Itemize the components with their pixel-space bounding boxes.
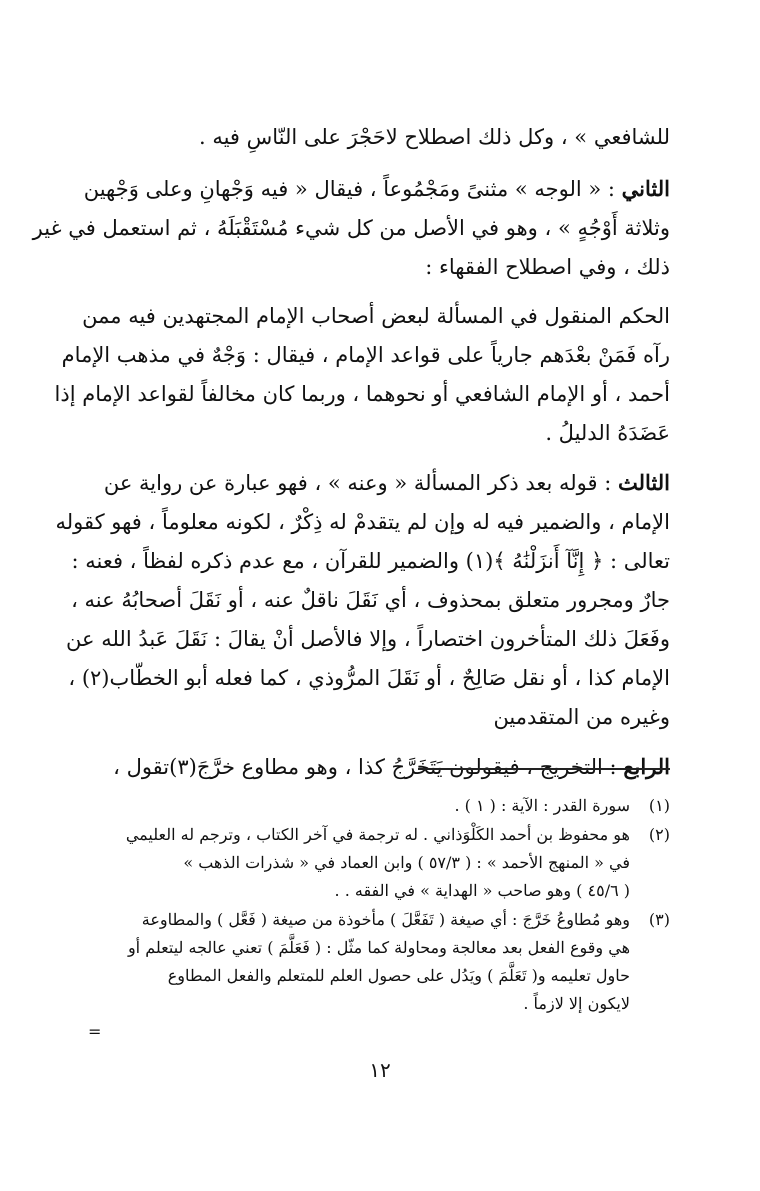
text-line: أحمد ، أو الإمام الشافعي أو نحوهما ، وربما كان مخالفاً لقواعد الإمام إذا (54, 382, 670, 406)
paragraph-intro (78, 118, 670, 157)
footnote (78, 821, 670, 905)
text-line: عَضَدَهُ الدليلُ . (545, 421, 670, 445)
text-line: وفَعَلَ ذلك المتأخرون اختصاراً ، وإلا فالأصل أنْ يقالَ : نَقَلَ عَبدُ الله عن (66, 627, 670, 651)
text-line: وثلاثة أَوْجُهٍ » ، وهو في الأصل من كل شيء مُسْتَقْبَلَهُ ، ثم استعمل في غير (32, 216, 670, 240)
footnote (78, 792, 670, 820)
footnote-text (78, 792, 630, 820)
page-number: ١٢ (369, 1058, 391, 1082)
text-line: لايكون إلا لازماً . (523, 994, 630, 1013)
paragraph-second (32, 169, 670, 287)
text-line: وهو مُطاوعُ خَرَّجَ : أي صيغة ( تَفَعَّلَ ) مأخوذة من صيغة ( فَعَّل ) والمطاوعة (141, 910, 630, 929)
text-line: الثاني : « الوجه » مثنىً ومَجْمُوعاً ، فيقال « فيه وَجْهانِ وعلى وَجْهين (83, 176, 670, 201)
footnotes (78, 792, 670, 1019)
text-line: الإمام ، والضمير فيه له وإن لم يتقدمْ له ذِكْرٌ ، لكونه معلوماً ، فهو كقوله (55, 510, 670, 534)
text-line: للشافعي » ، وكل ذلك اصطلاح لاحَجْرَ على النّاسِ فيه . (198, 125, 670, 149)
continuation-mark: = (88, 1022, 102, 1041)
text-line: حاول تعليمه و( تَعَلَّمَ ) ويَدُل على حصول العلم للمتعلم والفعل المطاوع (167, 966, 630, 985)
text-line: هو محفوظ بن أحمد الكَلْوَذاني . له ترجمة في آخر الكتاب ، وترجم له العليمي (125, 825, 630, 844)
footnote-divider (418, 768, 670, 770)
footnote-number: (٢) (648, 825, 670, 844)
paragraph-heading: الثاني (621, 176, 670, 201)
paragraph-definition (54, 297, 670, 453)
text-line: هي وقوع الفعل بعد معالجة ومحاولة كما مثّل : ( فَعَلَّمَ ) تعني عالجه ليتعلم أو (127, 938, 630, 957)
text-line: في « المنهج الأحمد » : ( ٥٧/٣ ) وابن العماد في « شذرات الذهب » (183, 853, 630, 872)
text-line: رآه فَمَنْ بعْدَهم جارياً على قواعد الإمام ، فيقال : وَجْهٌ في مذهب الإمام (61, 343, 670, 367)
paragraph-heading: الثالث (618, 470, 670, 495)
text-line: الحكم المنقول في المسألة لبعض أصحاب الإمام المجتهدين فيه ممن (82, 304, 670, 328)
footnote-number: (١) (648, 796, 670, 815)
footnote-number: (٣) (648, 910, 670, 929)
text-line: ( ٤٥/٦ ) وهو صاحب « الهداية » في الفقه . . (334, 881, 630, 900)
footnote (78, 906, 670, 1018)
text-line: ذلك ، وفي اصطلاح الفقهاء : (425, 255, 670, 279)
footnote-text (78, 821, 630, 905)
paragraph-third (55, 463, 670, 737)
text-line: تعالى : ﴿ إِنَّآ أَنزَلْنَٰهُ ﴾(١) والضمير للقرآن ، مع عدم ذكره لفظاً ، فعنه : (71, 549, 670, 573)
text-line: الإمام كذا ، أو نقل صَالِحٌ ، أو نَقَلَ المرُّوذي ، كما فعله أبو الخطّاب(٢) ، (68, 666, 670, 690)
main-text (32, 118, 670, 797)
text-line: الرابع : التخريج ، فيقولون يَتَخَرَّجُ كذا ، وهو مطاوع خرَّجَ(٣)تقول ، (113, 754, 670, 779)
text-line: سورة القدر : الآية : ( ١ ) . (454, 796, 630, 815)
footnote-text (78, 906, 630, 1018)
text-line: جارٌ ومجرور متعلق بمحذوف ، أي نَقَلَ ناقلٌ عنه ، أو نَقَلَ أصحابُهُ عنه ، (71, 588, 670, 612)
text-line: الثالث : قوله بعد ذكر المسألة « وعنه » ، فهو عبارة عن رواية عن (103, 470, 670, 495)
paragraph-fourth (78, 747, 670, 787)
text-line: وغيره من المتقدمين (493, 705, 670, 729)
paragraph-heading: الرابع (623, 754, 670, 779)
